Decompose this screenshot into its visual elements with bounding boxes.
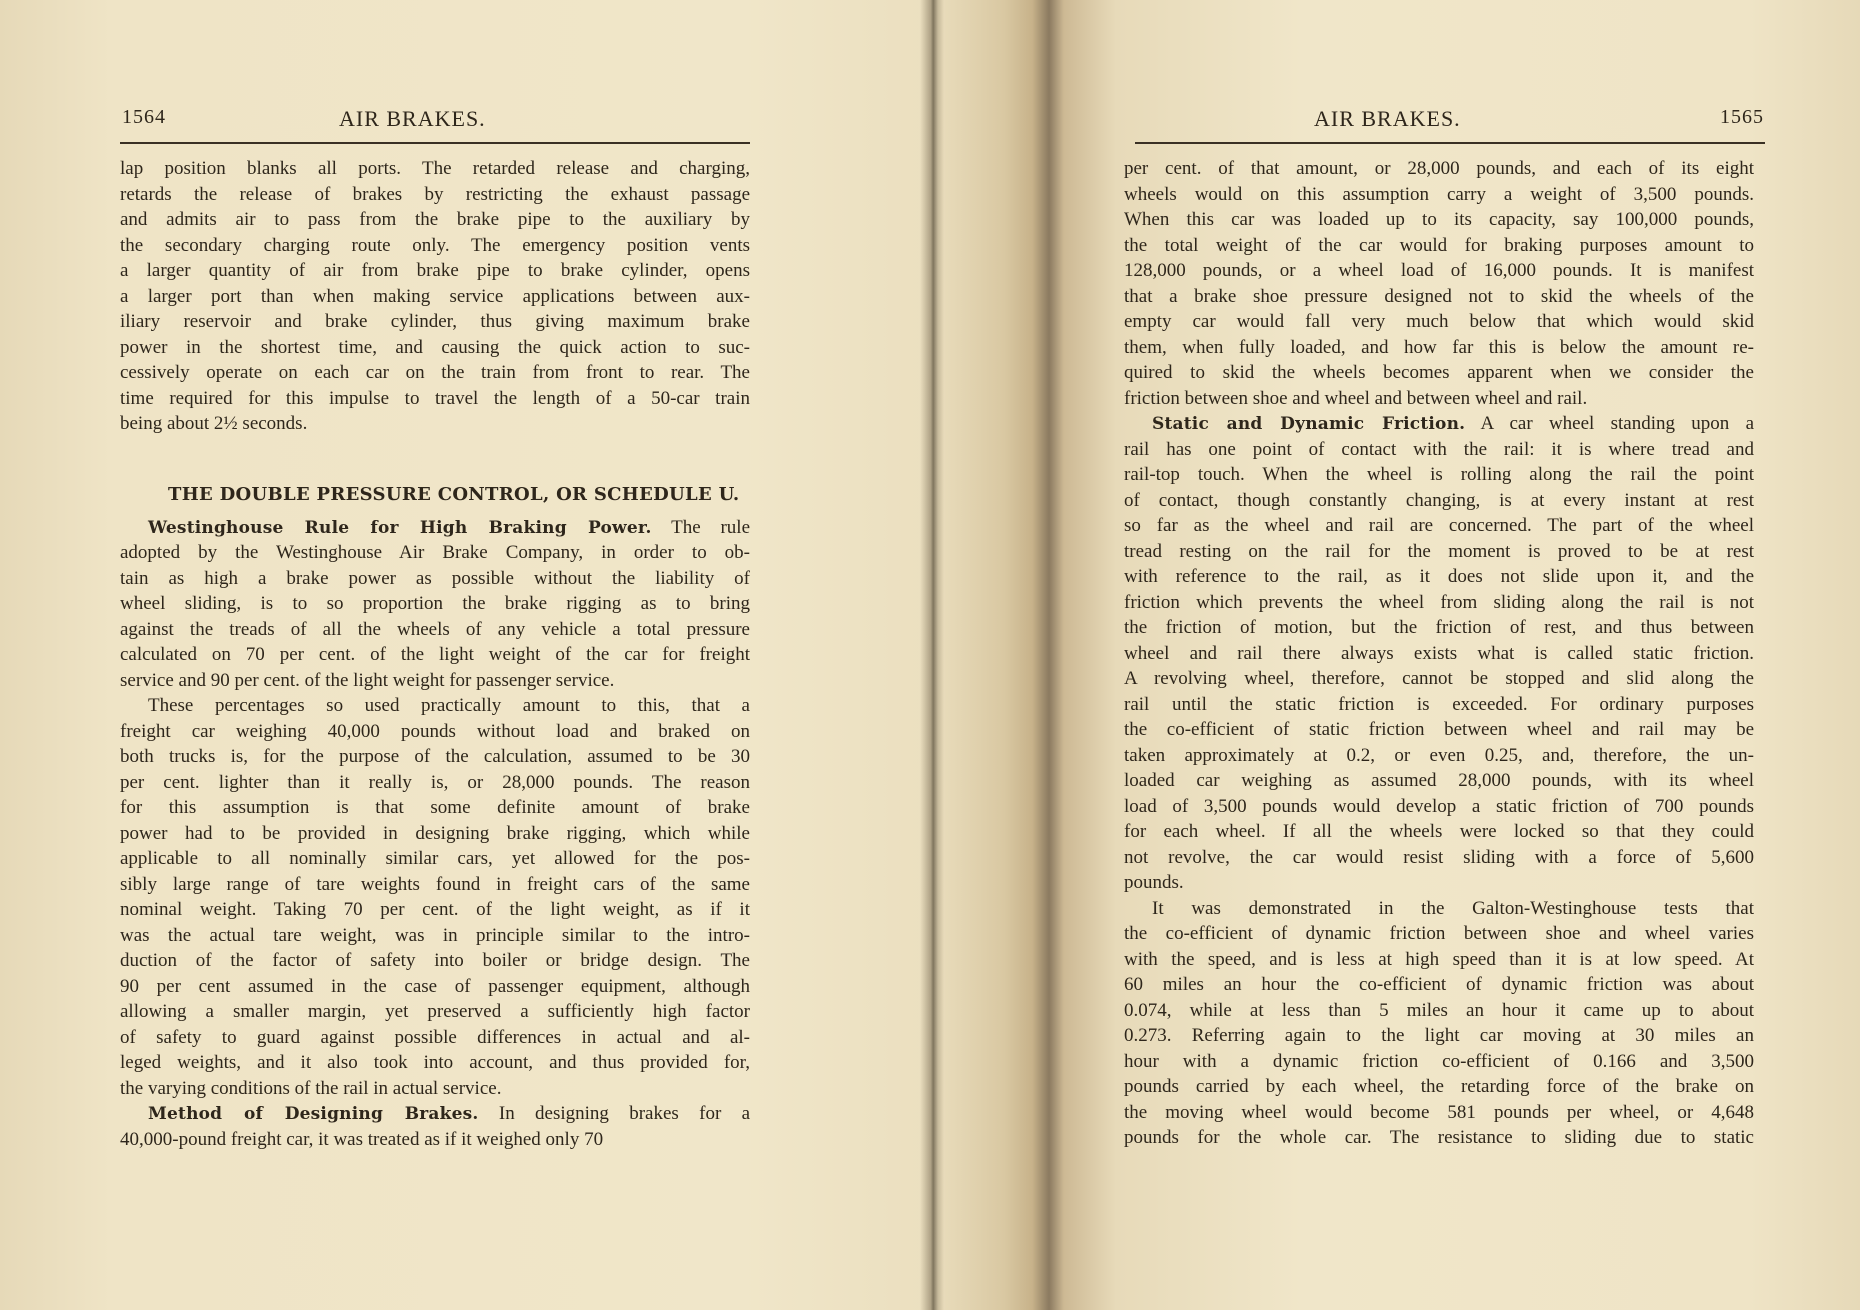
text-line: 60 miles an hour the co-efficient of dynamic friction was about — [1124, 974, 1754, 995]
run-in-heading: Static and Dynamic Friction. — [1152, 414, 1466, 434]
left-running-title: AIR BRAKES. — [339, 106, 486, 131]
text-line: was the actual tare weight, was in principle similar to the intro- — [120, 924, 750, 946]
text-line: loaded car weighing as assumed 28,000 pounds, with its wheel — [1124, 770, 1754, 791]
text-line: 0.273. Referring again to the light car moving at 30 miles an — [1124, 1025, 1754, 1046]
text-line: power in the shortest time, and causing the quick action to suc- — [120, 336, 750, 358]
text-line: lap position blanks all ports. The retarded release and charging, — [120, 158, 750, 179]
text-line: per cent. of that amount, or 28,000 pounds, and each of its eight — [1124, 158, 1754, 179]
line-text: The rule — [671, 516, 751, 538]
section-heading: THE DOUBLE PRESSURE CONTROL, OR SCHEDULE U. — [168, 483, 740, 505]
text-line: the total weight of the car would for braking purposes amount to — [1124, 234, 1754, 256]
text-line: rail until the static friction is exceeded. For ordinary purposes — [1124, 693, 1754, 715]
left-paragraph-percentages — [120, 693, 750, 1101]
left-page-body — [120, 156, 750, 1152]
text-line: retards the release of brakes by restricting the exhaust passage — [120, 183, 750, 205]
left-header-rule — [120, 142, 750, 144]
run-in-heading: Westinghouse Rule for High Braking Power. — [148, 517, 652, 538]
text-line: applicable to all nominally similar cars, yet allowed for the pos- — [120, 848, 750, 869]
text-line: the varying conditions of the rail in actual service. — [120, 1077, 502, 1099]
text-line: duction of the factor of safety into boiler or bridge design. The — [120, 950, 750, 971]
paragraph-first-line — [120, 515, 750, 541]
run-in-heading: Method of Designing Brakes. — [148, 1104, 479, 1124]
right-page — [940, 0, 1860, 1310]
text-line: a larger quantity of air from brake pipe to brake cylinder, opens — [120, 260, 750, 281]
text-line: 40,000-pound freight car, it was treated as if it weighed only 70 — [120, 1128, 604, 1150]
text-line: against the treads of all the wheels of any vehicle a total pressure — [120, 618, 750, 640]
left-page-header — [122, 106, 750, 140]
text-line: A revolving wheel, therefore, cannot be stopped and slid along the — [1124, 668, 1754, 689]
text-line: adopted by the Westinghouse Air Brake Company, in order to ob- — [120, 542, 750, 563]
text-line: quired to skid the wheels becomes apparent when we consider the — [1124, 362, 1754, 383]
text-line: the friction of motion, but the friction of rest, and thus between — [1124, 617, 1754, 638]
text-line: that a brake shoe pressure designed not to skid the wheels of the — [1124, 285, 1754, 307]
text-line: tread resting on the rail for the moment is proved to be at rest — [1124, 540, 1754, 562]
text-line: It was demonstrated in the Galton-Westinghouse tests that — [1152, 897, 1754, 919]
text-line: time required for this impulse to travel the length of a 50-car train — [120, 387, 750, 409]
text-line: power had to be provided in designing brake rigging, which while — [120, 822, 750, 844]
text-line: wheel sliding, is to so proportion the brake rigging as to bring — [120, 593, 750, 614]
text-line: When this car was loaded up to its capacity, say 100,000 pounds, — [1124, 209, 1754, 230]
text-line: nominal weight. Taking 70 per cent. of the light weight, as if it — [120, 899, 750, 920]
left-paragraph-rule — [120, 540, 750, 693]
text-line: with reference to the rail, as it does not slide upon it, and the — [1124, 566, 1754, 587]
left-page-number: 1564 — [122, 106, 166, 128]
text-line: not revolve, the car would resist sliding with a force of 5,600 — [1124, 846, 1754, 868]
text-line: the co-efficient of dynamic friction between shoe and wheel varies — [1124, 923, 1754, 944]
text-line: 90 per cent assumed in the case of passenger equipment, although — [120, 975, 750, 997]
text-line: friction which prevents the wheel from sliding along the rail is not — [1124, 591, 1754, 613]
text-line: 0.074, while at less than 5 miles an hour it came up to about — [1124, 999, 1754, 1021]
text-line: of safety to guard against possible differences in actual and al- — [120, 1026, 750, 1048]
text-line: of contact, though constantly changing, is at every instant at rest — [1124, 489, 1754, 511]
text-line: pounds. — [1124, 872, 1184, 893]
text-line: wheel and rail there always exists what is called static friction. — [1124, 642, 1754, 664]
text-line: the moving wheel would become 581 pounds per wheel, or 4,648 — [1124, 1101, 1754, 1123]
right-paragraph-static — [1124, 437, 1754, 896]
text-line: for each wheel. If all the wheels were locked so that they could — [1124, 821, 1754, 842]
text-line: cessively operate on each car on the train from front to rear. The — [120, 362, 750, 383]
left-paragraph-continued — [120, 156, 750, 437]
text-line: iliary reservoir and brake cylinder, thus giving maximum brake — [120, 311, 750, 332]
text-line: freight car weighing 40,000 pounds without load and braked on — [120, 720, 750, 742]
text-line: pounds carried by each wheel, the retarding force of the brake on — [1124, 1076, 1754, 1097]
text-line: empty car would fall very much below that which would skid — [1124, 311, 1754, 332]
text-line: both trucks is, for the purpose of the calculation, assumed to be 30 — [120, 746, 750, 767]
text-line: for this assumption is that some definite amount of brake — [120, 797, 750, 818]
text-line: a larger port than when making service applications between aux- — [120, 285, 750, 307]
line-text: A car wheel standing upon a — [1480, 413, 1754, 434]
paragraph-first-line — [120, 1101, 750, 1127]
text-line: load of 3,500 pounds would develop a static friction of 700 pounds — [1124, 795, 1754, 817]
right-paragraph-dynamic — [1124, 896, 1754, 1151]
text-line: being about 2½ seconds. — [120, 413, 308, 434]
text-line: pounds for the whole car. The resistance to sliding due to static — [1124, 1127, 1754, 1148]
text-line: so far as the wheel and rail are concerned. The part of the wheel — [1124, 515, 1754, 536]
right-paragraph-continued — [1124, 156, 1754, 411]
right-running-title: AIR BRAKES. — [1314, 106, 1461, 131]
right-page-header — [1136, 106, 1764, 140]
right-header-rule — [1135, 142, 1765, 144]
text-line: allowing a smaller margin, yet preserved a sufficiently high factor — [120, 1001, 750, 1022]
text-line: hour with a dynamic friction co-efficient of 0.166 and 3,500 — [1124, 1050, 1754, 1072]
text-line: sibly large range of tare weights found in freight cars of the same — [120, 873, 750, 895]
text-line: rail-top touch. When the wheel is rolling along the rail the point — [1124, 464, 1754, 485]
text-line: and admits air to pass from the brake pipe to the auxiliary by — [120, 209, 750, 230]
line-text: In designing brakes for a — [498, 1103, 751, 1124]
right-page-body — [1124, 156, 1754, 1151]
text-line: tain as high a brake power as possible without the liability of — [120, 567, 750, 589]
text-line: 128,000 pounds, or a wheel load of 16,000 pounds. It is manifest — [1124, 260, 1754, 281]
text-line: service and 90 per cent. of the light weight for passenger service. — [120, 669, 615, 691]
text-line: wheels would on this assumption carry a weight of 3,500 pounds. — [1124, 183, 1754, 205]
text-line: the co-efficient of static friction between wheel and rail may be — [1124, 719, 1754, 740]
text-line: rail has one point of contact with the rail: it is where tread and — [1124, 438, 1754, 460]
text-line: leged weights, and it also took into account, and thus provided for, — [120, 1052, 750, 1073]
text-line: calculated on 70 per cent. of the light weight of the car for freight — [120, 644, 750, 665]
text-line: These percentages so used practically amount to this, that a — [148, 695, 750, 716]
text-line: taken approximately at 0.2, or even 0.25, and, therefore, the un- — [1124, 744, 1754, 766]
paragraph-first-line — [1124, 411, 1754, 437]
text-line: friction between shoe and wheel and between wheel and rail. — [1124, 387, 1588, 409]
text-line: the secondary charging route only. The emergency position vents — [120, 234, 750, 256]
text-line: per cent. lighter than it really is, or 28,000 pounds. The reason — [120, 771, 750, 793]
text-line: with the speed, and is less at high speed than it is at low speed. At — [1124, 948, 1754, 970]
text-line: them, when fully loaded, and how far this is below the amount re- — [1124, 336, 1754, 358]
section-gap — [120, 437, 750, 481]
right-page-number: 1565 — [1720, 106, 1764, 128]
